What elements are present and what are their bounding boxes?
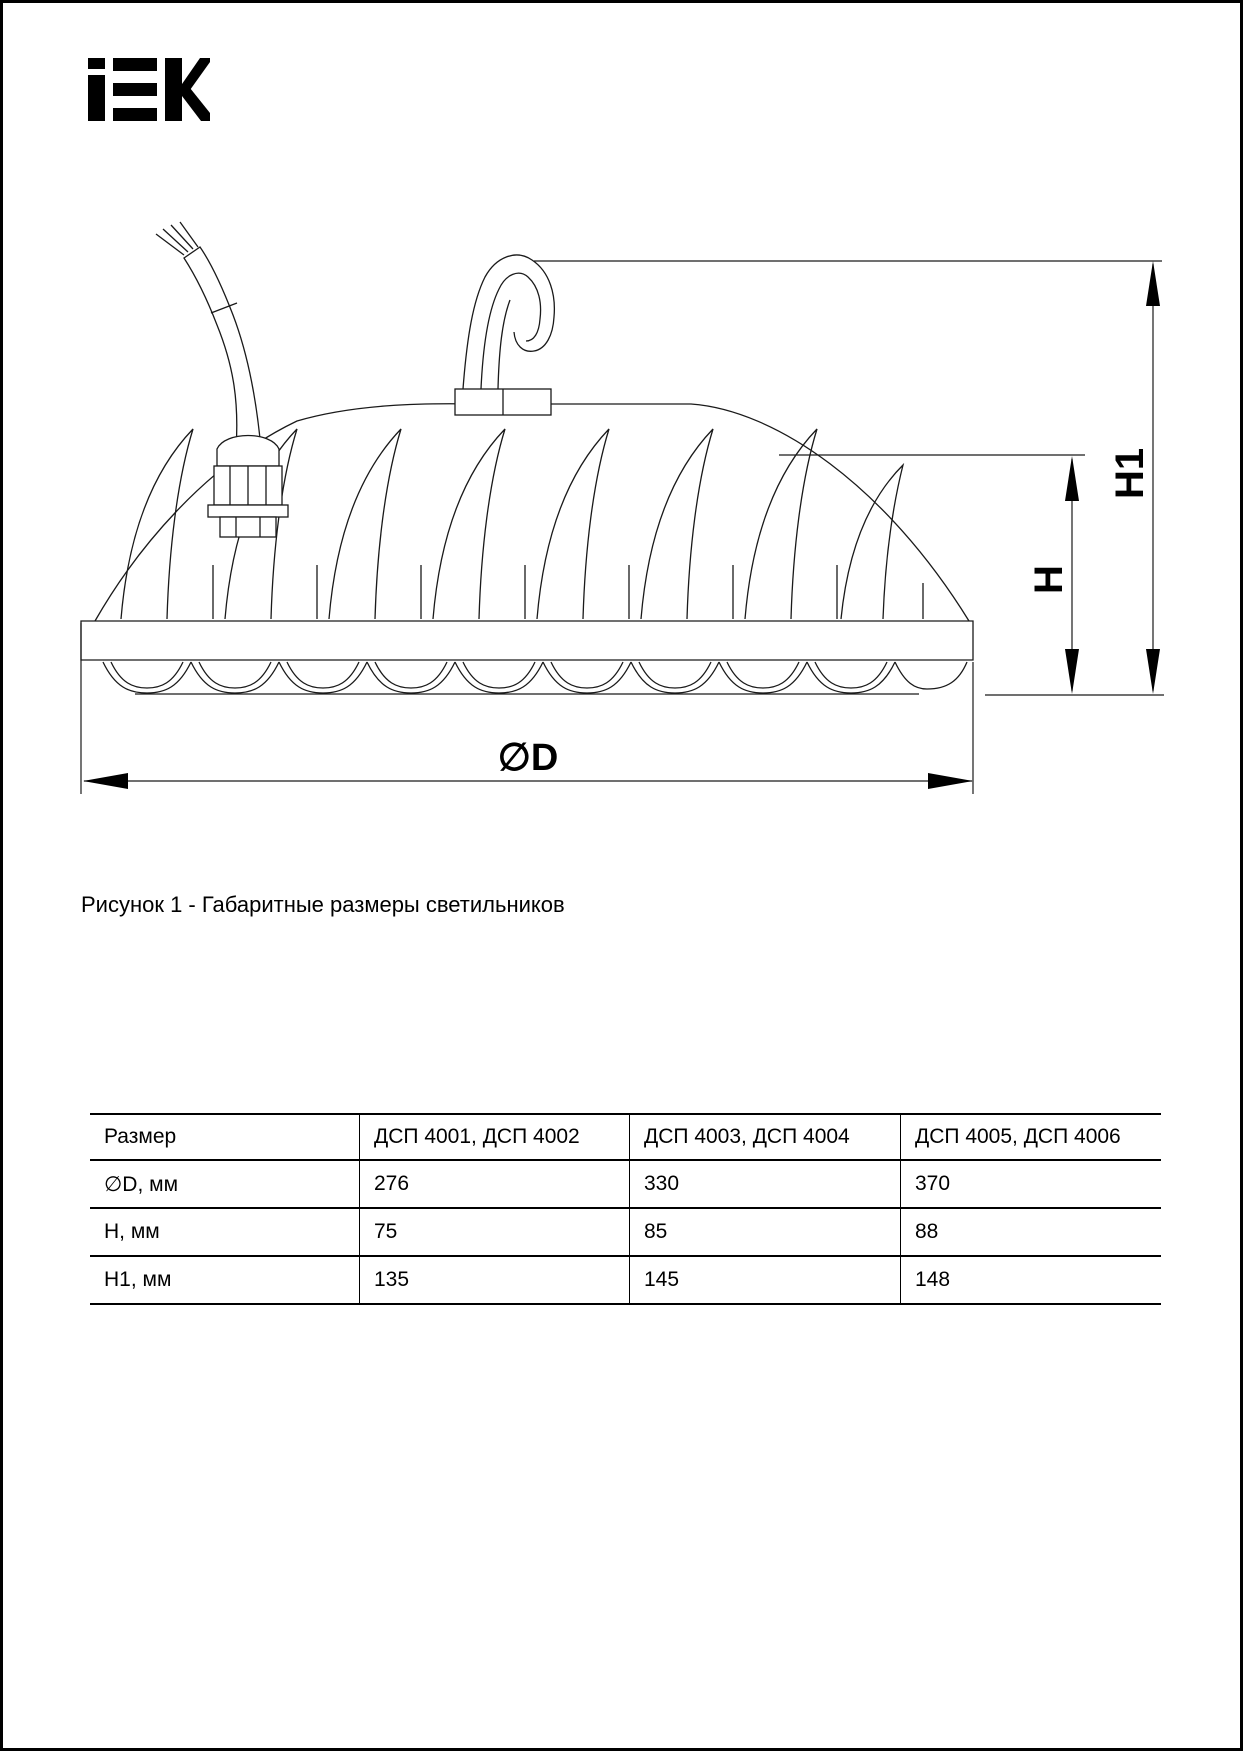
table-header-row <box>90 1115 1161 1161</box>
table-cell-value: 85 <box>629 1209 900 1255</box>
table-header-col1: ДСП 4001, ДСП 4002 <box>359 1115 629 1159</box>
suspension-hook <box>455 255 554 415</box>
dimensions-table <box>90 1113 1161 1305</box>
table-cell-value: 370 <box>900 1161 1161 1207</box>
cable-gland <box>156 222 288 537</box>
table-cell-value: 88 <box>900 1209 1161 1255</box>
table-cell-param: H1, мм <box>104 1268 172 1291</box>
table-row <box>90 1257 1161 1305</box>
figure-caption: Рисунок 1 - Габаритные размеры светильников <box>81 892 565 917</box>
table-cell-value: 330 <box>629 1161 900 1207</box>
dimension-label-diameter: ∅D <box>497 737 559 779</box>
dimension-label-h: H <box>1027 565 1071 594</box>
table-cell-param: ∅D, мм <box>104 1172 179 1196</box>
table-cell-value: 148 <box>900 1257 1161 1303</box>
table-header-col3: ДСП 4005, ДСП 4006 <box>900 1115 1161 1159</box>
table-row <box>90 1161 1161 1209</box>
table-cell-value: 75 <box>359 1209 629 1255</box>
luminaire-dimension-drawing <box>3 3 1243 1751</box>
table-cell-value: 145 <box>629 1257 900 1303</box>
table-cell-param: H, мм <box>104 1220 160 1243</box>
dimension-label-h1: H1 <box>1108 447 1152 499</box>
table-cell-value: 276 <box>359 1161 629 1207</box>
table-cell-value: 135 <box>359 1257 629 1303</box>
table-header-param: Размер <box>104 1125 177 1148</box>
luminaire-body <box>81 404 973 694</box>
table-row <box>90 1209 1161 1257</box>
table-header-col2: ДСП 4003, ДСП 4004 <box>629 1115 900 1159</box>
wire-strands <box>156 222 198 255</box>
